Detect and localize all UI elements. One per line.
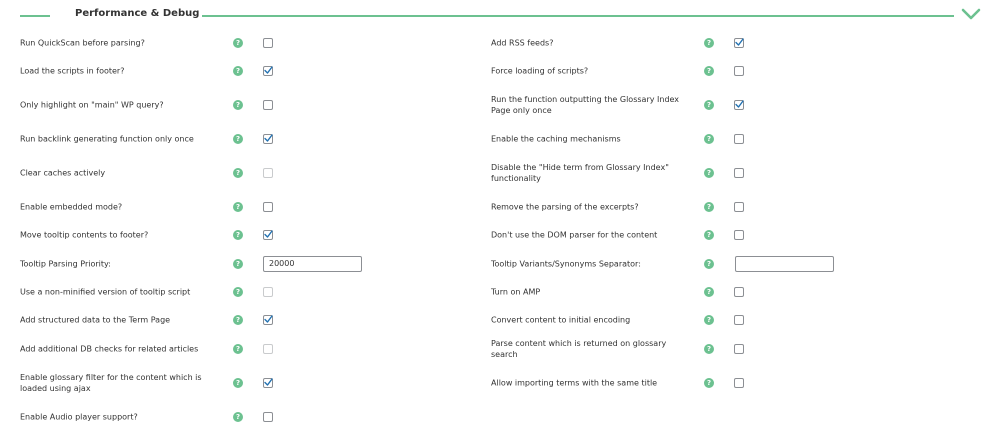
chevron-down-icon[interactable] xyxy=(960,6,982,22)
setting-checkbox[interactable] xyxy=(263,134,273,144)
settings-column-right xyxy=(491,29,961,403)
setting-label: Enable the caching mechanisms xyxy=(491,134,621,144)
setting-checkbox[interactable] xyxy=(263,287,273,297)
setting-row-enable-embedded-mode xyxy=(20,193,470,221)
setting-label: Convert content to initial encoding xyxy=(491,315,631,325)
help-icon[interactable]: ? xyxy=(233,412,243,422)
setting-row-force-loading-of-scripts xyxy=(491,57,961,85)
setting-checkbox[interactable] xyxy=(263,344,273,354)
setting-row-disable-the-hide-term-from-glossary-inde xyxy=(491,153,961,193)
setting-checkbox[interactable] xyxy=(263,412,273,422)
setting-checkbox[interactable] xyxy=(263,315,273,325)
setting-label: Clear caches actively xyxy=(20,168,106,178)
setting-checkbox[interactable] xyxy=(263,38,273,48)
setting-checkbox[interactable] xyxy=(734,168,744,178)
setting-label: Enable Audio player support? xyxy=(20,412,138,421)
setting-label: Remove the parsing of the excerpts? xyxy=(491,202,639,212)
setting-checkbox[interactable] xyxy=(734,344,744,354)
setting-checkbox[interactable] xyxy=(734,38,744,48)
help-icon[interactable]: ? xyxy=(233,259,243,269)
setting-row-remove-the-parsing-of-the-excerpts xyxy=(491,193,961,221)
help-icon[interactable]: ? xyxy=(704,378,714,388)
setting-label: Enable embedded mode? xyxy=(20,202,123,212)
setting-label: Run QuickScan before parsing? xyxy=(20,38,145,48)
setting-label: Move tooltip contents to footer? xyxy=(20,230,149,240)
setting-row-allow-importing-terms-with-the-same-titl xyxy=(491,363,961,403)
setting-text-input[interactable] xyxy=(263,256,362,272)
setting-row-move-tooltip-contents-to-footer xyxy=(20,221,470,249)
settings-column-left xyxy=(20,29,470,430)
setting-row-enable-glossary-filter-for-the-content-w xyxy=(20,363,470,403)
setting-checkbox[interactable] xyxy=(263,100,273,110)
setting-label: Only highlight on "main" WP query? xyxy=(20,100,164,110)
help-icon[interactable]: ? xyxy=(233,134,243,144)
setting-row-tooltip-parsing-priority xyxy=(20,249,470,278)
setting-checkbox[interactable] xyxy=(263,66,273,76)
help-icon[interactable]: ? xyxy=(704,66,714,76)
setting-row-add-additional-db-checks-for-related-art xyxy=(20,334,470,363)
setting-label: Parse content which is returned on glossary search xyxy=(491,338,667,359)
setting-row-add-rss-feeds xyxy=(491,29,961,57)
setting-label: Tooltip Parsing Priority: xyxy=(20,259,111,268)
setting-checkbox[interactable] xyxy=(263,230,273,240)
header-divider-left xyxy=(20,15,50,17)
setting-checkbox[interactable] xyxy=(734,230,744,240)
setting-label: Load the scripts in footer? xyxy=(20,66,125,76)
setting-label: Add structured data to the Term Page xyxy=(20,315,171,325)
setting-label: Force loading of scripts? xyxy=(491,66,589,76)
help-icon[interactable]: ? xyxy=(233,344,243,354)
setting-checkbox[interactable] xyxy=(734,66,744,76)
setting-row-run-the-function-outputting-the-glossary xyxy=(491,85,961,125)
setting-checkbox[interactable] xyxy=(734,378,744,388)
setting-label: Use a non-minified version of tooltip script xyxy=(20,287,191,297)
setting-row-enable-audio-player-support xyxy=(20,403,470,430)
setting-checkbox[interactable] xyxy=(734,134,744,144)
help-icon[interactable]: ? xyxy=(704,100,714,110)
setting-label: Disable the "Hide term from Glossary Index" functionality xyxy=(491,163,669,183)
help-icon[interactable]: ? xyxy=(704,344,714,354)
setting-label: Tooltip Variants/Synonyms Separator: xyxy=(491,259,641,268)
help-icon[interactable]: ? xyxy=(704,168,714,178)
setting-row-convert-content-to-initial-encoding xyxy=(491,306,961,334)
setting-row-only-highlight-on-main-wp-query xyxy=(20,85,470,125)
setting-row-parse-content-which-is-returned-on-gloss xyxy=(491,334,961,363)
setting-label: Run the function outputting the Glossary Index Page only once xyxy=(491,95,680,115)
setting-checkbox[interactable] xyxy=(734,287,744,297)
setting-row-load-the-scripts-in-footer xyxy=(20,57,470,85)
setting-row-run-backlink-generating-function-only-on xyxy=(20,125,470,153)
setting-label: Enable glossary filter for the content which is loaded using ajax xyxy=(20,373,202,393)
setting-checkbox[interactable] xyxy=(263,202,273,212)
setting-label: Allow importing terms with the same title xyxy=(491,378,658,388)
section-title: Performance & Debug xyxy=(75,8,200,19)
setting-row-turn-on-amp xyxy=(491,278,961,306)
setting-label: Add RSS feeds? xyxy=(491,38,554,48)
setting-checkbox[interactable] xyxy=(734,315,744,325)
help-icon[interactable]: ? xyxy=(233,287,243,297)
setting-checkbox[interactable] xyxy=(734,100,744,110)
setting-row-add-structured-data-to-the-term-page xyxy=(20,306,470,334)
setting-label: Don't use the DOM parser for the content xyxy=(491,230,658,240)
help-icon[interactable]: ? xyxy=(233,38,243,48)
help-icon[interactable]: ? xyxy=(233,100,243,110)
setting-row-clear-caches-actively xyxy=(20,153,470,193)
setting-checkbox[interactable] xyxy=(263,168,273,178)
setting-text-input[interactable] xyxy=(735,256,834,272)
help-icon[interactable]: ? xyxy=(233,230,243,240)
help-icon[interactable]: ? xyxy=(233,66,243,76)
setting-checkbox[interactable] xyxy=(734,202,744,212)
setting-row-use-a-non-minified-version-of-tooltip-sc xyxy=(20,278,470,306)
setting-row-don-t-use-the-dom-parser-for-the-content xyxy=(491,221,961,249)
help-icon[interactable]: ? xyxy=(233,315,243,325)
help-icon[interactable]: ? xyxy=(233,378,243,388)
help-icon[interactable]: ? xyxy=(704,315,714,325)
header-divider-right xyxy=(202,15,954,17)
help-icon[interactable]: ? xyxy=(704,202,714,212)
help-icon[interactable]: ? xyxy=(704,259,714,269)
help-icon[interactable]: ? xyxy=(704,287,714,297)
setting-checkbox[interactable] xyxy=(263,378,273,388)
help-icon[interactable]: ? xyxy=(704,38,714,48)
setting-label: Turn on AMP xyxy=(491,287,541,297)
help-icon[interactable]: ? xyxy=(233,202,243,212)
setting-row-enable-the-caching-mechanisms xyxy=(491,125,961,153)
setting-row-run-quickscan-before-parsing xyxy=(20,29,470,57)
help-icon[interactable]: ? xyxy=(704,230,714,240)
help-icon[interactable]: ? xyxy=(233,168,243,178)
setting-label: Add additional DB checks for related articles xyxy=(20,344,199,353)
section-header xyxy=(0,0,1000,32)
setting-row-tooltip-variants-synonyms-separator xyxy=(491,249,961,278)
setting-label: Run backlink generating function only once xyxy=(20,134,194,144)
help-icon[interactable]: ? xyxy=(704,134,714,144)
